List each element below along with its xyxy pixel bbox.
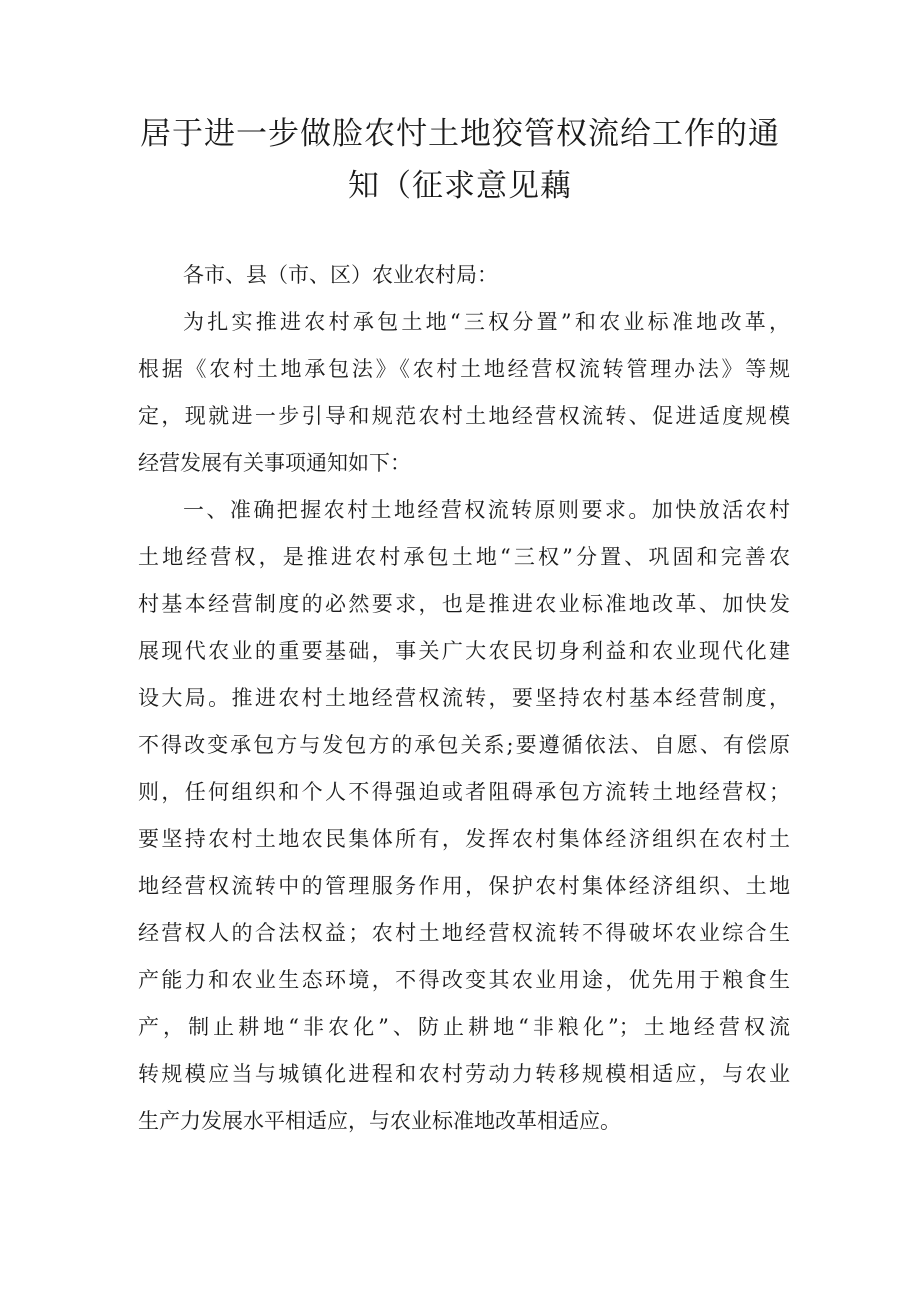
paragraph-section-one-line: 村基本经营制度的必然要求，也是推进农业标准地改革、加快发 — [138, 592, 790, 616]
paragraph-section-one-line: 不得改变承包方与发包方的承包关系;要遵循依法、自愿、有偿原 — [138, 733, 790, 757]
paragraph-section-one-line: 生产力发展水平相适应，与农业标准地改革相适应。 — [138, 1109, 621, 1133]
document-title — [0, 110, 920, 210]
paragraph-intro-line: 定，现就进一步引导和规范农村土地经营权流转、促进适度规模 — [138, 404, 790, 428]
title-line-1: 居于进一步做脸农忖土地狡管权流给工作的通 — [140, 116, 780, 152]
paragraph-section-one-line: 一、准确把握农村土地经营权流转原则要求。加快放活农村 — [183, 498, 790, 522]
title-line-2: 知（征求意见藕 — [348, 168, 572, 204]
paragraph-section-one-line: 产，制止耕地“非农化”、防止耕地“非粮化”；土地经营权流 — [138, 1015, 790, 1039]
paragraph-intro-line: 为扎实推进农村承包土地“三权分置”和农业标准地改革， — [183, 310, 790, 334]
paragraph-intro-line: 根据《农村土地承包法》《农村土地经营权流转管理办法》等规 — [138, 357, 790, 381]
paragraph-section-one-line: 转规模应当与城镇化进程和农村劳动力转移规模相适应，与农业 — [138, 1062, 790, 1086]
paragraph-section-one-line: 展现代农业的重要基础，事关广大农民切身利益和农业现代化建 — [138, 639, 790, 663]
paragraph-intro-line: 经营发展有关事项通知如下： — [138, 451, 411, 475]
paragraph-section-one-line: 产能力和农业生态环境，不得改变其农业用途，优先用于粮食生 — [138, 968, 790, 992]
paragraph-section-one-line: 要坚持农村土地农民集体所有，发挥农村集体经济组织在农村土 — [138, 827, 790, 851]
paragraph-section-one-line: 则，任何组织和个人不得强迫或者阻碍承包方流转土地经营权； — [138, 780, 790, 804]
paragraph-section-one-line: 经营权人的合法权益；农村土地经营权流转不得破坏农业综合生 — [138, 921, 790, 945]
document-body — [138, 252, 790, 1145]
paragraph-section-one-line: 地经营权流转中的管理服务作用，保护农村集体经济组织、土地 — [138, 874, 790, 898]
paragraph-section-one-line: 土地经营权，是推进农村承包土地“三权”分置、巩固和完善农 — [138, 545, 790, 569]
paragraph-section-one-line: 设大局。推进农村土地经营权流转，要坚持农村基本经营制度， — [138, 686, 790, 710]
salutation: 各市、县（市、区）农业农村局： — [183, 263, 498, 287]
